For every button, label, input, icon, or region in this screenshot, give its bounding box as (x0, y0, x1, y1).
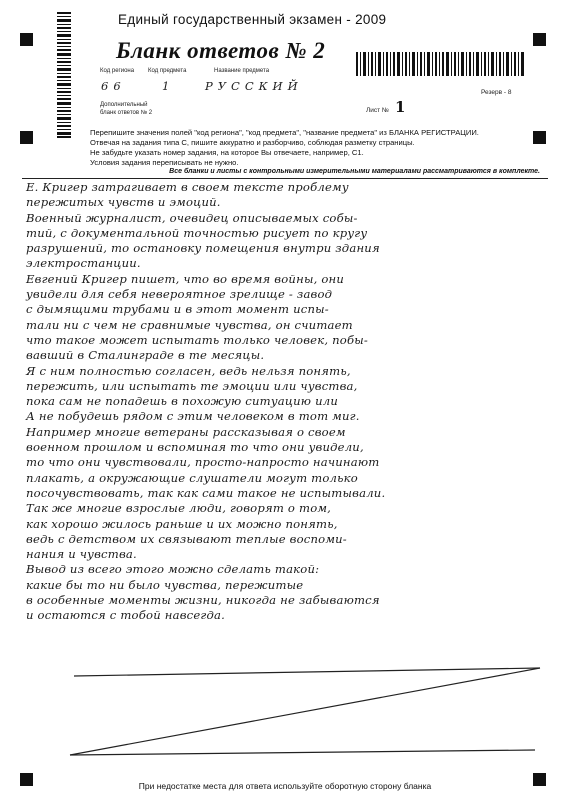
answer-line: Евгений Кригер пишет, что во время войны, они (26, 271, 345, 286)
sheet-number-value: 1 (395, 98, 406, 116)
answer-line: Например многие ветераны рассказывая о своем (26, 424, 346, 439)
exam-title: Единый государственный экзамен - 2009 (118, 12, 387, 27)
answer-line: Е. Кригер затрагивает в своем тексте проблему (26, 180, 349, 194)
answer-line: тий, с документальной точностью рисует по кругу (26, 225, 368, 240)
additional-blank-label-line-1: Дополнительный (100, 102, 148, 108)
answer-line: какие бы то ни было чувства, пережитые (26, 577, 304, 592)
completeness-note: Все бланки и листы с контрольными измерительными материалами рассматриваются в комплекте. (169, 168, 540, 175)
answer-line: что такое может испытать только человек, побы- (26, 332, 368, 347)
answer-line: Я с ним полностью согласен, ведь нельзя понять, (26, 363, 351, 378)
answer-line: военном прошлом и вспоминая то что они увидели, (26, 440, 364, 455)
answer-line: с дымящими трубами и в этот момент испы- (26, 302, 329, 317)
additional-blank-label-line-2: бланк ответов № 2 (100, 110, 153, 116)
subject-code-label: Код предмета (148, 68, 187, 74)
answer-line: то что они чувствовали, просто-напросто начинают (26, 455, 380, 470)
answer-line: пережитых чувств и эмоций. (26, 195, 221, 210)
strike-diagonal (70, 668, 540, 755)
answer-line: как хорошо жилось раньше и их можно понять, (26, 516, 338, 531)
answer-line: ведь с детством их связывают теплые воспоми- (26, 531, 347, 546)
instruction-line: Условия задания переписывать не нужно. (90, 158, 239, 167)
answer-line: и остаются с тобой навсегда. (26, 608, 226, 623)
answer-line: увидели для себя невероятное зрелище - завод (26, 287, 333, 302)
answer-line: пока сам не попадешь в похожую ситуацию или (26, 394, 339, 409)
answer-line: Военный журналист, очевидец описываемых собы- (26, 210, 358, 225)
subject-name-value: РУССКИЙ (205, 79, 303, 93)
answer-line: вавший в Сталинграде в те месяцы. (26, 348, 265, 363)
strike-bottom-line (70, 750, 535, 755)
blank-title: Бланк ответов № 2 (116, 38, 326, 63)
answer-line: Вывод из всего этого можно сделать такой: (26, 562, 320, 577)
footer-note: При недостатке места для ответа используйте оборотную сторону бланка (138, 781, 432, 791)
instruction-line: Не забудьте указать номер задания, на которое Вы отвечаете, например, С1. (90, 148, 364, 157)
answer-line: посочувствовать, так как сами такое не испытывали. (26, 485, 386, 500)
subject-code-value: 1 (162, 79, 175, 93)
answer-line: Так же многие взрослые люди, говорят о том, (26, 501, 332, 516)
subject-name-label: Название предмета (214, 68, 270, 74)
answer-line: пережить, или испытать те эмоции или чувства, (26, 378, 358, 393)
answer-line: электростанции. (26, 256, 141, 271)
answer-line: нания и чувства. (26, 547, 137, 562)
answer-line: плакать, а окружающие слушатели могут только (26, 470, 358, 485)
instruction-line: Перепишите значения полей "код региона", "код предмета", "название предмета" из БЛАНКА РЕГИСТРАЦИИ. (90, 128, 479, 137)
instruction-line: Отвечая на задания типа С, пишите аккуратно и разборчиво, соблюдая разметку страницы. (90, 138, 415, 147)
answer-line: разрушений, то остановку помещения внутри здания (26, 241, 380, 256)
reserve-label: Резерв - 8 (481, 89, 512, 96)
sheet-number-label: Лист № (366, 107, 389, 114)
answer-line: А не побудешь рядом с этим человеком в тот миг. (26, 409, 360, 424)
strike-top-line (74, 668, 540, 676)
region-code-value: 66 (101, 79, 126, 93)
answer-line: тали ни с чем не сравнимые чувства, он считает (26, 317, 353, 332)
region-code-label: Код региона (100, 68, 135, 74)
answer-line: в особенные моменты жизни, никогда не забываются (26, 593, 380, 608)
